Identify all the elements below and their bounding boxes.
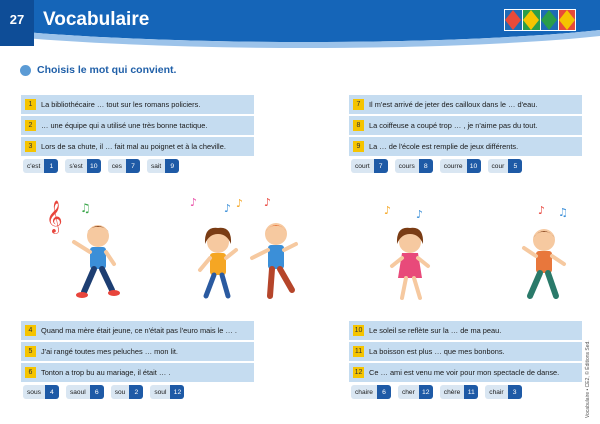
- exercise-block-1: [21, 95, 254, 173]
- sentence-number: 7: [353, 99, 364, 110]
- sentence-text: J'ai rangé toutes mes peluches … mon lit.: [41, 347, 178, 356]
- bullet-icon: [20, 65, 31, 76]
- exercise-block-4: [349, 321, 582, 399]
- choice-word: c'est: [27, 162, 41, 170]
- dancing-boy-icon: [74, 225, 120, 298]
- sentence-number: 2: [25, 120, 36, 131]
- choice-number: 3: [508, 385, 522, 399]
- dancing-girl-icon: [200, 228, 236, 296]
- sentence-text: La boisson est plus … que mes bonbons.: [369, 347, 505, 356]
- music-note-icon: ♫: [80, 201, 91, 215]
- word-choice[interactable]: [440, 159, 481, 173]
- sentence-row: [349, 363, 582, 382]
- dancing-kids-illustration-right: [380, 192, 580, 312]
- sentence-row: [349, 137, 582, 156]
- dancing-kids-illustration-left: [40, 192, 300, 312]
- choice-number: 7: [126, 159, 140, 173]
- sentence-text: … une équipe qui a utilisé une très bonne tactique.: [41, 121, 208, 130]
- music-note-icon: ♪: [384, 204, 392, 217]
- side-credit-text: Vocabulaire • CE2, © Éditions Sed.: [585, 340, 591, 418]
- choice-word: courre: [443, 162, 463, 170]
- sentence-number: 8: [353, 120, 364, 131]
- page-title: Vocabulaire: [43, 9, 150, 30]
- word-choice[interactable]: [398, 385, 433, 399]
- word-choice[interactable]: [147, 159, 179, 173]
- choice-number: 10: [87, 159, 101, 173]
- choice-word: s'est: [69, 162, 83, 170]
- choice-word: sou: [114, 388, 126, 396]
- choice-number: 2: [129, 385, 143, 399]
- sentence-row: [349, 95, 582, 114]
- choice-number: 4: [45, 385, 59, 399]
- instruction-text: Choisis le mot qui convient.: [37, 64, 177, 76]
- choice-word: ces: [111, 162, 122, 170]
- music-note-icon: ♪: [264, 196, 272, 209]
- word-choice[interactable]: [23, 159, 58, 173]
- dancing-boy-icon: [252, 223, 296, 296]
- word-choice[interactable]: [66, 385, 104, 399]
- word-choice[interactable]: [150, 385, 184, 399]
- music-note-icon: ♪: [236, 197, 244, 210]
- sentence-number: 6: [25, 367, 36, 378]
- sentence-row: [21, 137, 254, 156]
- sentence-row: [21, 95, 254, 114]
- sentence-number: 12: [354, 369, 363, 376]
- sentence-row: [21, 363, 254, 382]
- choice-word: cours: [398, 162, 415, 170]
- music-note-icon: ♪: [538, 204, 546, 217]
- sentence-row: [349, 342, 582, 361]
- sentence-number: 5: [25, 346, 36, 357]
- music-note-icon: ♪: [416, 208, 424, 221]
- choice-word: sous: [27, 388, 41, 396]
- sentence-text: La coiffeuse a coupé trop … , je n'aime pas du tout.: [369, 121, 538, 130]
- sentence-text: La … de l'école est remplie de jeux différents.: [369, 142, 519, 151]
- choice-number: 6: [90, 385, 104, 399]
- choice-number: 12: [170, 385, 184, 399]
- choice-number: 5: [508, 159, 522, 173]
- sentence-text: Il m'est arrivé de jeter des cailloux dans le … d'eau.: [369, 100, 538, 109]
- music-note-icon: ♪: [190, 196, 198, 209]
- choice-word: soul: [154, 388, 167, 396]
- sentence-row: [349, 321, 582, 340]
- sentence-text: La bibliothécaire … tout sur les romans policiers.: [41, 100, 201, 109]
- word-choice[interactable]: [23, 385, 59, 399]
- sentence-text: Ce … ami est venu me voir pour mon spectacle de danse.: [369, 368, 560, 377]
- sentence-row: [349, 116, 582, 135]
- music-note-icon: ♫: [558, 206, 568, 219]
- word-choice[interactable]: [485, 385, 521, 399]
- choice-word: cher: [401, 388, 415, 396]
- word-choice[interactable]: [351, 385, 391, 399]
- word-choice[interactable]: [111, 385, 144, 399]
- choice-word: chaire: [355, 388, 373, 396]
- choice-number: 1: [44, 159, 58, 173]
- word-choice[interactable]: [65, 159, 100, 173]
- word-choices: [349, 159, 582, 173]
- sentence-text: Tonton a trop bu au mariage, il était … .: [41, 368, 171, 377]
- sentence-number: 4: [25, 325, 36, 336]
- word-choices: [21, 159, 254, 173]
- sentence-number: 1: [25, 99, 36, 110]
- dancing-girl-icon: [392, 228, 428, 298]
- choice-number: 8: [419, 159, 433, 173]
- exercise-block-2: [349, 95, 582, 173]
- choice-word: saoul: [69, 388, 86, 396]
- choice-number: 6: [377, 385, 391, 399]
- choice-number: 10: [467, 159, 481, 173]
- word-choice[interactable]: [488, 159, 523, 173]
- sentence-text: Le soleil se reflète sur la … de ma peau.: [369, 326, 502, 335]
- series-logo-icon: [504, 9, 576, 31]
- sentence-text: Quand ma mère était jeune, ce n'était pas l'euro mais le … .: [41, 326, 237, 335]
- instruction: [20, 64, 176, 76]
- sentence-row: [21, 321, 254, 340]
- page-number: 27: [0, 0, 34, 46]
- choice-word: sait: [150, 162, 162, 170]
- sentence-row: [21, 342, 254, 361]
- music-note-icon: ♪: [224, 202, 232, 215]
- choice-number: 12: [419, 385, 433, 399]
- choice-word: chair: [489, 388, 504, 396]
- sentence-number: 9: [353, 141, 364, 152]
- sentence-row: [21, 116, 254, 135]
- choice-number: 7: [374, 159, 388, 173]
- choice-word: cour: [491, 162, 505, 170]
- dancing-boy-icon: [524, 229, 564, 296]
- sentence-number: 10: [354, 327, 363, 334]
- word-choice[interactable]: [440, 385, 479, 399]
- word-choice[interactable]: [108, 159, 140, 173]
- treble-clef-icon: 𝄞: [46, 200, 63, 233]
- choice-word: court: [355, 162, 370, 170]
- word-choice[interactable]: [351, 159, 388, 173]
- sentence-number: 3: [25, 141, 36, 152]
- side-credit: [585, 300, 597, 418]
- choice-word: chère: [443, 388, 461, 396]
- exercise-block-3: [21, 321, 254, 399]
- word-choices: [349, 385, 582, 399]
- sentence-number: 11: [354, 348, 363, 355]
- choice-number: 11: [464, 385, 478, 399]
- word-choices: [21, 385, 254, 399]
- choice-number: 9: [165, 159, 179, 173]
- sentence-text: Lors de sa chute, il … fait mal au poignet et à la cheville.: [41, 142, 226, 151]
- word-choice[interactable]: [395, 159, 433, 173]
